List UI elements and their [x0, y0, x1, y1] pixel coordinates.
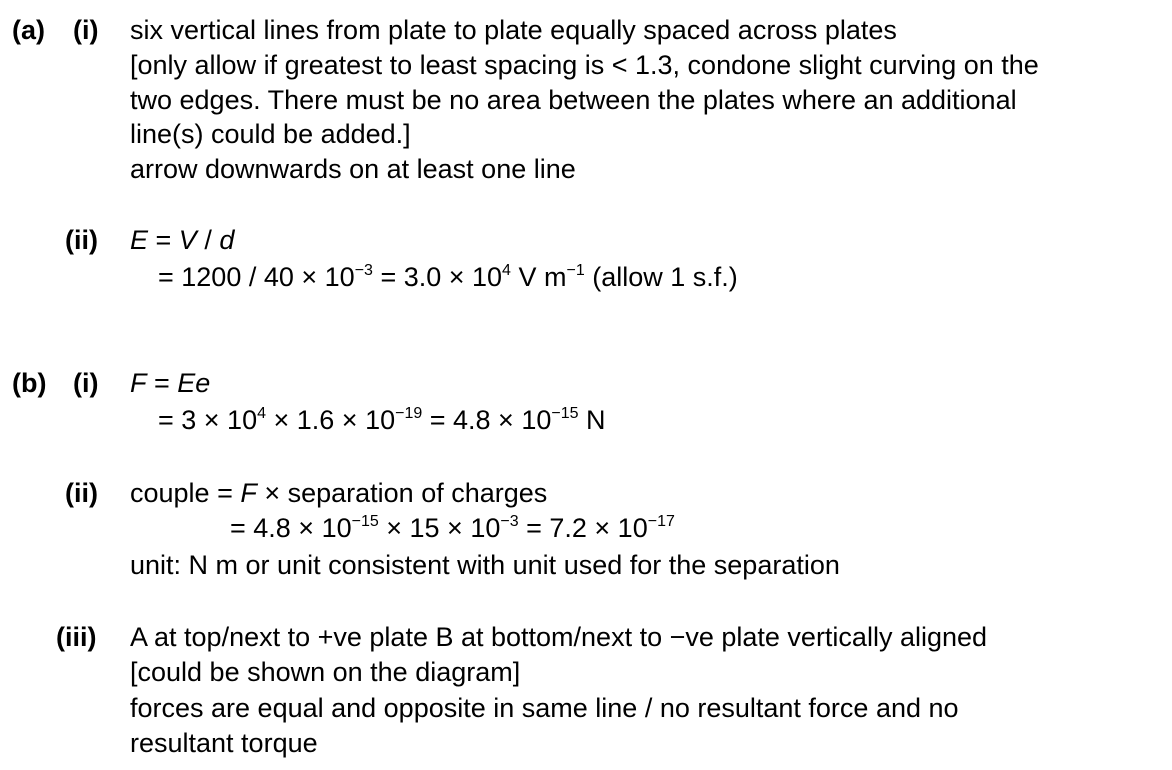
a-i-line-5: arrow downwards on at least one line [130, 154, 576, 184]
b-iii-line-3: forces are equal and opposite in same line / no resultant force and no [130, 693, 959, 723]
eq2-post: (allow 1 s.f.) [584, 262, 738, 292]
b-ii-line-1 [130, 478, 547, 509]
couple-post: × separation of charges [256, 478, 548, 508]
a-i-line-1: six vertical lines from plate to plate equally spaced across plates [130, 15, 897, 45]
part-b-label: (b) [12, 368, 47, 398]
exponent: −1 [566, 262, 585, 279]
eq2-mid: = 3.0 × 10 [372, 262, 503, 292]
b-iii-line-4: resultant torque [130, 728, 318, 758]
exponent: −3 [500, 513, 519, 530]
eq2-pre: = 1200 / 40 × 10 [158, 262, 355, 292]
eq2-pre: = 3 × 10 [158, 405, 258, 435]
exponent: 4 [502, 262, 511, 279]
exponent: −15 [351, 513, 379, 530]
var-E: E [130, 225, 149, 255]
eq2-post: N [578, 405, 606, 435]
a-i-line-4: line(s) could be added.] [130, 119, 411, 149]
exponent: −19 [395, 405, 423, 422]
b-ii-line-2 [230, 513, 675, 544]
b-ii-line-3: unit: N m or unit consistent with unit used for the separation [130, 550, 840, 580]
calc-mid2: = 7.2 × 10 [518, 513, 648, 543]
exponent: −3 [354, 262, 373, 279]
var-V: V [178, 225, 197, 255]
eq-sign: = [148, 225, 179, 255]
calc-mid1: × 15 × 10 [378, 513, 501, 543]
exponent: −15 [551, 405, 579, 422]
a-ii-equation-1 [130, 225, 234, 256]
couple-pre: couple = [130, 478, 241, 508]
eq2-mid2: = 4.8 × 10 [422, 405, 552, 435]
part-a-i-label: (i) [73, 15, 99, 45]
var-F: F [240, 478, 257, 508]
part-b-i-label: (i) [73, 368, 99, 398]
a-ii-equation-2 [158, 262, 738, 293]
part-b-ii-label: (ii) [65, 478, 98, 508]
var-F: F [130, 368, 147, 398]
b-iii-line-1: A at top/next to +ve plate B at bottom/next to −ve plate vertically aligned [130, 622, 988, 652]
calc-pre: = 4.8 × 10 [230, 513, 352, 543]
part-a-ii-label: (ii) [65, 225, 98, 255]
eq2-unit: V m [510, 262, 567, 292]
exponent: −17 [647, 513, 675, 530]
var-d: d [219, 225, 235, 255]
var-Ee: Ee [177, 368, 211, 398]
eq2-mid1: × 1.6 × 10 [266, 405, 396, 435]
eq-sign: = [146, 368, 178, 398]
a-i-line-2: [only allow if greatest to least spacing is < 1.3, condone slight curving on the [130, 50, 1039, 80]
a-i-line-3: two edges. There must be no area between the plates where an additional [130, 85, 1017, 115]
b-i-equation-2 [158, 405, 606, 436]
slash: / [196, 225, 220, 255]
part-a-label: (a) [12, 15, 45, 45]
b-i-equation-1 [130, 368, 210, 399]
b-iii-line-2: [could be shown on the diagram] [130, 657, 521, 687]
exponent: 4 [257, 405, 266, 422]
part-b-iii-label: (iii) [56, 622, 97, 652]
